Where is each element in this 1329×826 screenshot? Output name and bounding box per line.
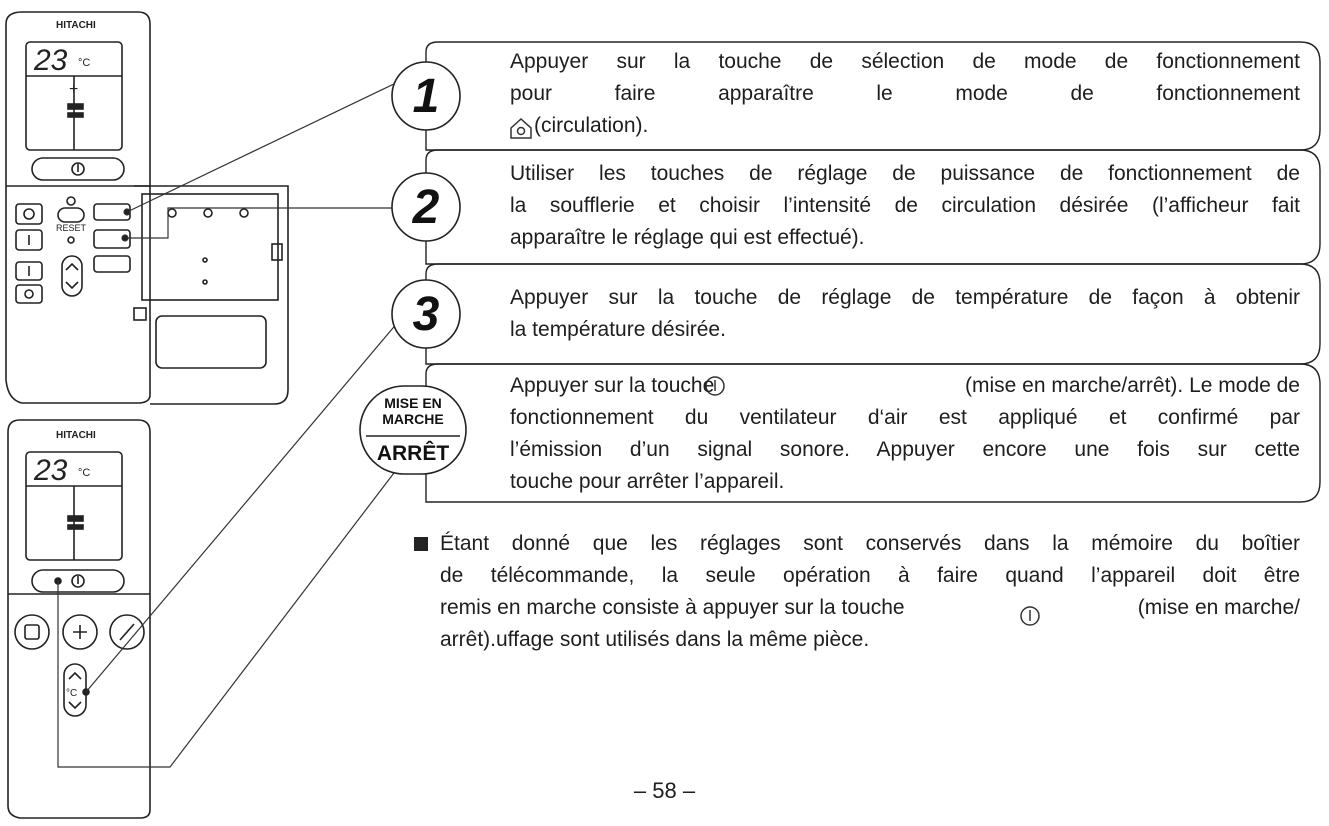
remote-bottom-brand: HITACHI [56, 430, 96, 441]
step-1-line-3: (circulation). [534, 114, 649, 137]
onoff-line-2: fonctionnement du ventilateur d‘air est appliqué et confirmé par [510, 406, 1300, 429]
timer-button-3[interactable] [16, 285, 42, 303]
step-2-number: 2 [412, 181, 440, 234]
step-3-line-1: Appuyer sur la touche de réglage de température de façon à obtenir [510, 286, 1300, 309]
note-line-2: de télécommande, la seule opération à faire quand l’appareil doit être [440, 564, 1300, 587]
step-2-line-3: apparaître le réglage qui est effectué). [510, 226, 865, 249]
onoff-line-4: touche pour arrêter l’appareil. [510, 470, 785, 493]
onoff-line-1a: Appuyer sur la touche [510, 374, 715, 397]
remote-bottom-temp: 23 [34, 454, 68, 487]
onoff-line-3: l’émission d’un signal sonore. Appuyer encore une fois sur cette [510, 438, 1300, 461]
onoff-label-1: MISE EN [384, 395, 442, 411]
onoff-text [510, 370, 1300, 498]
step-1-number: 1 [412, 70, 440, 123]
onoff-line-1b: (mise en marche/arrêt). Le mode de [965, 374, 1300, 397]
remote-bottom-unit: °C [78, 467, 91, 479]
step-2-line-2: la soufflerie et choisir l’intensité de circulation désirée (l’afficheur fait [510, 194, 1300, 217]
temp-updown-button-top[interactable] [62, 256, 82, 296]
onoff-line-1 [510, 370, 1300, 402]
mode-button-round[interactable] [15, 615, 49, 649]
remote-top-unit: °C [78, 57, 91, 69]
note-line-1: Étant donné que les réglages sont conservés dans la mémoire du boîtier [440, 532, 1300, 555]
fan-level-bar-icon [68, 104, 83, 109]
note-line-4: arrêt).uffage sont utilisés dans la même pièce. [440, 628, 870, 651]
step-2-line-1: Utiliser les touches de réglage de puissance de fonctionnement de [510, 162, 1300, 185]
page-number: – 58 – [633, 778, 696, 803]
remote-top-temp: 23 [34, 44, 68, 77]
onoff-label-3: ARRÊT [376, 442, 450, 465]
fan-level-bar-icon-2 [68, 516, 83, 521]
half-button[interactable] [94, 256, 130, 272]
step-3-text [510, 282, 1300, 346]
onoff-label-2: MARCHE [382, 411, 444, 427]
remote-top-cover [134, 186, 288, 404]
remote-top-brand: HITACHI [56, 20, 96, 31]
mode-button[interactable] [16, 204, 42, 224]
step-1-text [510, 46, 1300, 142]
reset-label: RESET [56, 223, 87, 233]
note-line-3 [440, 592, 1300, 624]
step-3-number: 3 [412, 288, 440, 341]
remote-top [6, 12, 150, 403]
step-2-text [510, 158, 1300, 254]
note-line-3a: remis en marche consiste à appuyer sur la touche [440, 596, 905, 619]
remote-top-plus: + [69, 81, 79, 98]
note-text [440, 528, 1300, 656]
leader-lines [58, 82, 400, 767]
step-1-line-2: pour faire apparaître le mode de fonctionnement [510, 82, 1300, 105]
step-1-line-1: Appuyer sur la touche de sélection de mode de fonctionnement [510, 50, 1300, 73]
temp-button-label: °C [66, 688, 78, 699]
step-3-line-2: la température désirée. [510, 318, 726, 341]
note-line-3b: (mise en marche/ [1137, 596, 1300, 619]
bullet-square-icon [414, 537, 428, 551]
remote-bottom [8, 420, 150, 818]
